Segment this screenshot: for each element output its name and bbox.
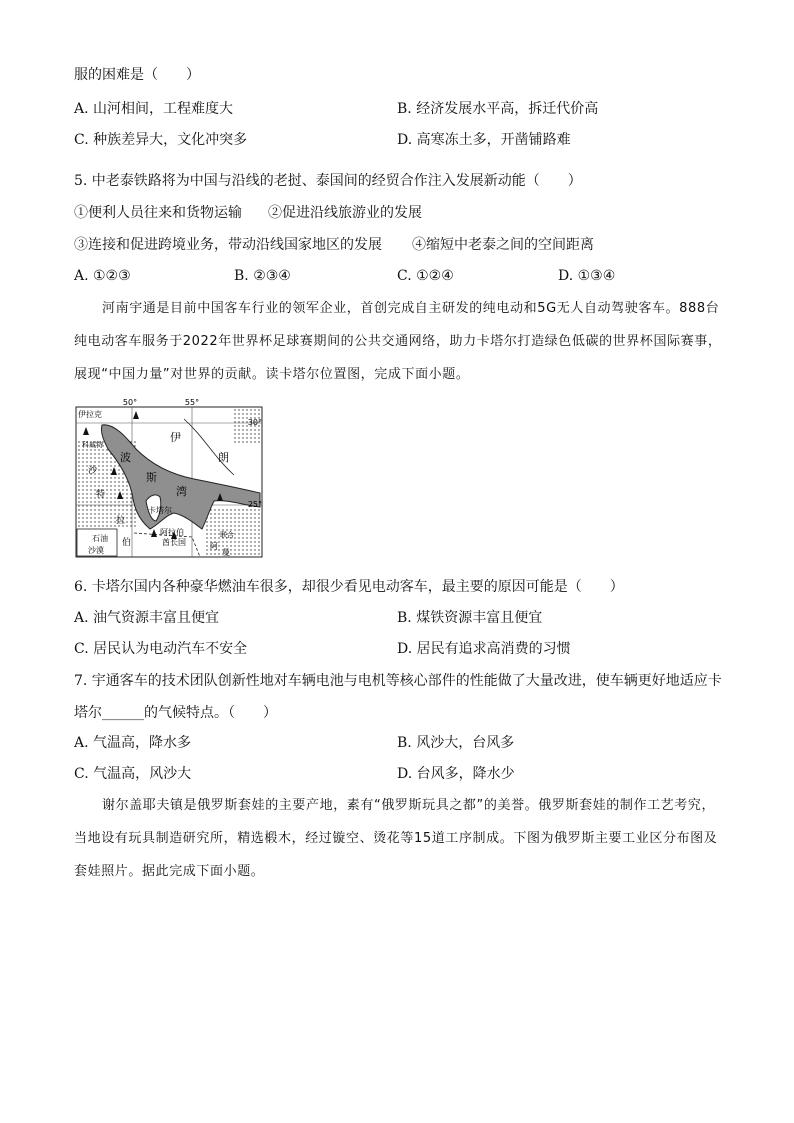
- label-saudi-2: 特: [96, 490, 106, 500]
- label-kuwait: 科威特: [82, 441, 103, 449]
- q4-option-c: C. 种族差异大，文化冲突多: [74, 132, 248, 148]
- label-iran-1: 伊: [170, 431, 181, 444]
- label-gulf-1: 波: [120, 451, 131, 464]
- question-7-stem-line-2: 塔尔______的气候特点。（ ）: [74, 705, 277, 721]
- q5-item-4: ④缩短中老泰之间的空间距离: [412, 237, 594, 253]
- lon-label-50: 50°: [122, 398, 138, 407]
- q6-option-c: C. 居民认为电动汽车不安全: [74, 641, 248, 657]
- q5-option-b: B. ②③④: [234, 268, 291, 284]
- q7-option-d: D. 台风多，降水少: [397, 766, 515, 782]
- label-uae-2: 联合: [220, 531, 234, 539]
- q5-item-1: ①便利人员往来和货物运输: [74, 205, 242, 221]
- lat-label-30: 30°: [247, 418, 262, 427]
- q7-option-b: B. 风沙大，台风多: [397, 735, 515, 751]
- question-4-stem-end: 服的困难是（ ）: [74, 67, 200, 83]
- label-saudi-1: 沙: [88, 466, 98, 476]
- question-7-stem-line-1: 7. 宇通客车的技术团队创新性地对车辆电池与电机等核心部件的性能做了大量改进，使车辆更好地适应卡: [74, 673, 722, 689]
- q7-option-a: A. 气温高，降水多: [74, 735, 192, 751]
- q6-option-b: B. 煤铁资源丰富且便宜: [397, 610, 543, 626]
- q5-item-3: ③连接和促进跨境业务，带动沿线国家地区的发展: [74, 237, 382, 253]
- legend-desert: 沙漠: [88, 546, 104, 555]
- qatar-location-map: [74, 397, 264, 559]
- legend-oil: 石油: [92, 534, 108, 543]
- q5-option-c: C. ①②④: [397, 268, 454, 284]
- question-6-stem: 6. 卡塔尔国内各种豪华燃油车很多，却很少看见电动客车，最主要的原因可能是（ ）: [74, 579, 624, 595]
- q6-option-a: A. 油气资源丰富且便宜: [74, 610, 220, 626]
- reading-passage-qatar: 河南宇通是目前中国客车行业的领军企业，首创完成自主研发的纯电动和5G无人自动驾驶客车。888台纯电动客车服务于2022年世界杯足球赛期间的公共交通网络，助力卡塔尔打造绿色低碳的世界杯国际赛事，展现“中国力量”对世界的贡献。读卡塔尔位置图，完成下面小题。: [74, 301, 722, 382]
- label-uae-3: 酋长国: [162, 538, 186, 547]
- q4-option-b: B. 经济发展水平高，拆迁代价高: [397, 101, 599, 117]
- lat-label-25: 25°: [247, 500, 262, 509]
- q7-option-c: C. 气温高，风沙大: [74, 766, 192, 782]
- q4-option-a: A. 山河相间，工程难度大: [74, 101, 234, 117]
- lon-label-55: 55°: [184, 398, 200, 407]
- q6-option-d: D. 居民有追求高消费的习惯: [397, 641, 571, 657]
- label-iraq: 伊拉克: [78, 410, 102, 419]
- label-oman-2: 曼: [222, 548, 230, 557]
- reading-passage-russia: 谢尔盖耶夫镇是俄罗斯套娃的主要产地，素有“俄罗斯玩具之都”的美誉。俄罗斯套娃的制作工艺考究，当地设有玩具制造研究所，精选椴木，经过镟空、烫花等15道工序制成。下图为俄罗斯主要工业区分布图及套娃照片。据此完成下面小题。: [74, 798, 718, 879]
- question-5-stem: 5. 中老泰铁路将为中国与沿线的老挝、泰国间的经贸合作注入发展新动能（ ）: [74, 173, 582, 189]
- label-gulf-3: 湾: [176, 485, 187, 498]
- q5-option-a: A. ①②③: [74, 268, 131, 284]
- desert-area-iran: [234, 409, 260, 445]
- label-saudi-3: 拉: [116, 516, 126, 526]
- label-qatar: 卡塔尔: [148, 506, 172, 515]
- q5-option-d: D. ①③④: [558, 268, 616, 284]
- label-iran-2: 朗: [218, 451, 229, 464]
- label-uae-1: 阿拉伯: [160, 528, 184, 537]
- label-gulf-2: 斯: [146, 471, 157, 484]
- label-saudi-4: 伯: [122, 538, 132, 548]
- label-oman-1: 阿: [210, 542, 218, 551]
- q5-item-2: ②促进沿线旅游业的发展: [268, 205, 422, 221]
- q4-option-d: D. 高寒冻土多，开凿铺路难: [397, 132, 571, 148]
